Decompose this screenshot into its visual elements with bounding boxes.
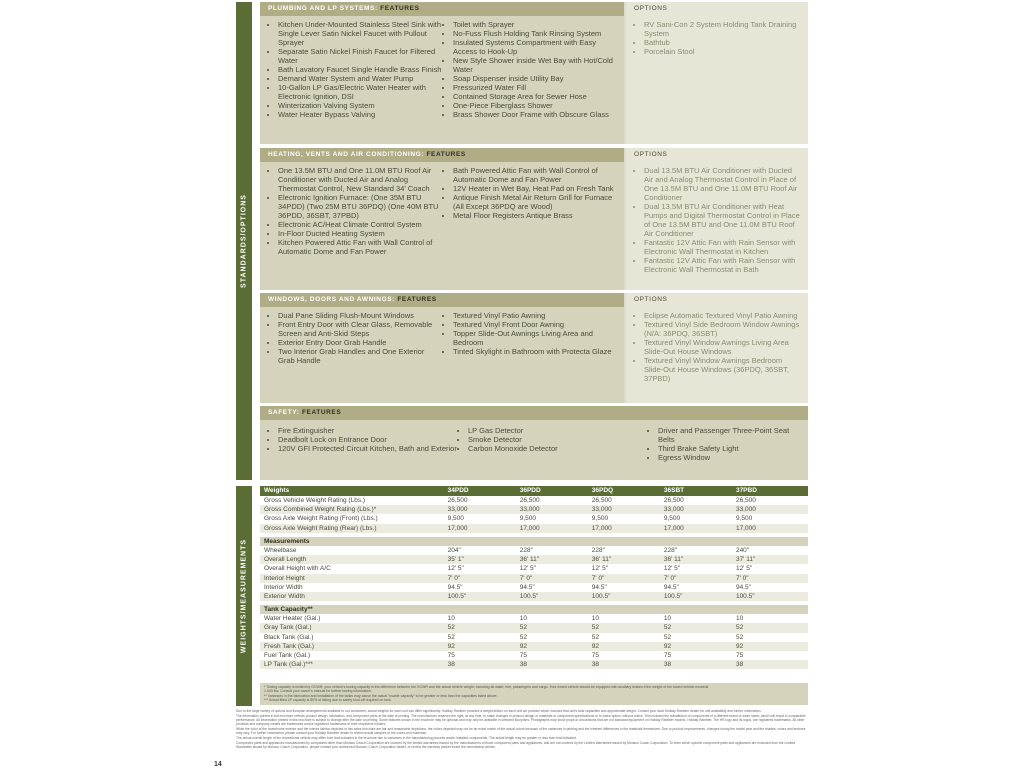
cell-value: 75 <box>591 652 600 659</box>
table-row <box>260 623 808 632</box>
table-row <box>260 486 808 496</box>
cell-value: 33,000 <box>591 506 612 514</box>
cell-value: 100.5" <box>735 592 755 600</box>
table-row <box>260 505 808 514</box>
list-item: • 12V Heater in Wet Bay, Heat Pad on Fresh Tank <box>453 184 618 193</box>
cell-value: 100.5" <box>519 592 539 600</box>
cell-value: 38 <box>735 661 744 669</box>
cell-value: 33,000 <box>735 506 756 514</box>
table-row <box>260 583 808 592</box>
weights-footnotes <box>260 683 808 705</box>
row-label: Overall Length <box>264 556 307 564</box>
table-section-title <box>260 605 808 614</box>
list-item: • Water Heater Bypass Valving <box>278 110 443 119</box>
list-item: • Textured Vinyl Window Awnings Living Area Slide-Out House Windows <box>644 338 802 356</box>
cell-value: 75 <box>735 652 744 659</box>
footnote: 1,000 lbs. Consult your owner's manual for further towing information. <box>264 689 372 694</box>
list-item: • LP Gas Detector <box>468 426 648 435</box>
disclaimer-block <box>236 709 808 750</box>
row-label: Interior Height <box>264 574 305 582</box>
safety-col3 <box>648 426 802 462</box>
table-row <box>260 514 808 523</box>
section-title: Tank Capacity** <box>264 606 313 614</box>
cell-value: 100.5" <box>663 592 683 600</box>
cell-value: 35' 1" <box>447 556 464 564</box>
cell-value: 33,000 <box>447 506 468 514</box>
row-label: Black Tank (Gal.) <box>264 633 314 641</box>
list-item: • Bath Lavatory Faucet Single Handle Brass Finish <box>278 65 443 74</box>
cell-value: 33,000 <box>519 506 540 514</box>
list-item: • Fantastic 12V Attic Fan with Rain Sensor with Electronic Wall Thermostat in Bath <box>644 256 802 274</box>
disclaimer-paragraph: Component parts and appliances manufactured by companies other than Monaco Coach Corporation are covered by the limited warranties issued by the manufacturers of those component parts and appliances, and are not covered by the Limited Warranties issued by Monaco Coach Corporation. To learn which specific component parts and appliances are excluded from the Limited Warranties issued by Monaco Coach Corporation, please contact your authorized Monaco Coach Corporation dealer, or review the warranty packet inside the recreational vehicle. <box>236 741 796 749</box>
list-item: • In-Floor Ducted Heating System <box>278 229 443 238</box>
list-item: • Driver and Passenger Three-Point Seat Belts <box>658 426 802 444</box>
list-item: • Bathtub <box>644 38 802 47</box>
table-row <box>260 574 808 583</box>
list-item: • Dual Pane Sliding Flush-Mount Windows <box>278 311 443 320</box>
cell-value: 228" <box>591 546 605 554</box>
row-label: Water Heater (Gal.) <box>264 615 321 623</box>
list-item: • Demand Water System and Water Pump <box>278 74 443 83</box>
list-item: • Bath Powered Attic Fan with Wall Control of Automatic Dome and Fan Power <box>453 166 618 184</box>
cell-value: 37' 11" <box>735 556 756 564</box>
cell-value: 36' 11" <box>663 556 684 564</box>
table-section-title <box>260 537 808 546</box>
list-item: • Antique Finish Metal Air Return Grill for Furnace (All Except 36PDQ are Wood) <box>453 193 618 211</box>
list-item: • Textured Vinyl Front Door Awning <box>453 320 618 329</box>
cell-value: 92 <box>735 642 744 650</box>
list-item: • Metal Floor Registers Antique Brass <box>453 211 618 220</box>
plumbing-options-header: OPTIONS <box>626 2 808 16</box>
cell-value: 75 <box>447 652 455 659</box>
list-item: • Textured Vinyl Side Bedroom Window Awnings (N/A: 36PDQ, 36SBT) <box>644 320 802 338</box>
cell-value: 17,000 <box>447 524 468 532</box>
row-label: Gross Axle Weight Rating (Front) (Lbs.) <box>264 515 378 523</box>
safety-header: SAFETY: FEATURES <box>260 406 808 420</box>
list-item: • Soap Dispenser inside Utility Bay <box>453 74 618 83</box>
cell-value: 7' 0" <box>447 574 461 582</box>
cell-value: 26,500 <box>663 497 684 504</box>
page-number: 14 <box>214 761 222 768</box>
safety-section <box>260 406 808 480</box>
cell-value: 12' 5" <box>735 565 753 573</box>
cell-value: 36' 11" <box>519 556 540 564</box>
disclaimer-paragraph: The actual overall length of the recreational vehicle may differ from that indicated in the brochure due to variances in the manufacturing process and/or installed components. The actual length may be greater or less than that indicated. <box>236 736 577 740</box>
heating-col1 <box>268 166 443 256</box>
footnote: ** Variances in the fabrication and installation of the tanks may cause the actual "usable capacity" to be greater or less than the capacities listed above. <box>264 693 498 698</box>
cell-value: 17,000 <box>519 524 540 532</box>
cell-value: 52 <box>735 633 744 641</box>
cell-value: 92 <box>519 642 527 650</box>
section-title: Measurements <box>264 537 310 545</box>
cell-value: 7' 0" <box>591 574 605 582</box>
list-item: • Insulated Systems Compartment with Easy Access to Hook-Up <box>453 38 618 56</box>
plumbing-section <box>260 2 808 144</box>
cell-value: 7' 0" <box>735 574 749 582</box>
list-item: • New Style Shower inside Wet Bay with Hot/Cold Water <box>453 56 618 74</box>
cell-value: 204" <box>447 546 461 554</box>
list-item: • Porcelain Stool <box>644 47 802 56</box>
disclaimer-paragraph: While the color of the motorhome exterior and the interior fabrics depicted in this sales brochure are fair and reasonable depictions, the colors depicted may not be an exact match of the actual colors because of the variances in printing and the inherent differences in the materials themselves. Due to product improvements, changes during the model year and the shades, colors and textures may vary. For further information, please contact your Holiday Rambler dealer to review actual samples of the colors and materials. <box>236 727 806 735</box>
cell-value: 52 <box>735 624 744 632</box>
cell-value: 10 <box>447 615 455 623</box>
windows-header: WINDOWS, DOORS AND AWNINGS: FEATURES <box>260 293 624 307</box>
cell-value: 100.5" <box>591 592 611 600</box>
list-item: • Exterior Entry Door Grab Handle <box>278 338 443 347</box>
heating-header: HEATING, VENTS AND AIR CONDITIONING: FEATURES <box>260 148 624 162</box>
cell-value: 94.5" <box>519 583 535 591</box>
list-item: • 10-Gallon LP Gas/Electric Water Heater with Electronic Ignition, DSI <box>278 83 443 101</box>
table-row <box>260 633 808 642</box>
list-item: • Brass Shower Door Frame with Obscure Glass <box>453 110 618 119</box>
cell-value: 37PBD <box>735 487 757 494</box>
table-row <box>260 660 808 669</box>
list-item: • Deadbolt Lock on Entrance Door <box>278 435 458 444</box>
row-label: Fresh Tank (Gal.) <box>264 642 315 650</box>
list-item: • Tinted Skylight in Bathroom with Protecta Glaze <box>453 347 618 356</box>
cell-value: 12' 5" <box>663 565 681 573</box>
plumbing-header: PLUMBING AND LP SYSTEMS: FEATURES <box>260 2 624 16</box>
sidebar-label-weights: WEIGHTS/MEASUREMENTS <box>240 538 248 654</box>
cell-value: 10 <box>591 615 600 623</box>
cell-value: 26,500 <box>447 497 468 504</box>
plumbing-col1 <box>268 20 443 119</box>
list-item: • Separate Satin Nickel Finish Faucet for Filtered Water <box>278 47 443 65</box>
table-row <box>260 496 808 505</box>
row-label: Gray Tank (Gal.) <box>264 624 312 632</box>
row-label: Gross Vehicle Weight Rating (Lbs.) <box>264 497 366 504</box>
cell-value: 240" <box>735 546 750 554</box>
row-label: Weights <box>264 487 290 494</box>
cell-value: 52 <box>663 624 672 632</box>
cell-value: 26,500 <box>519 497 540 504</box>
cell-value: 52 <box>447 633 455 641</box>
cell-value: 26,500 <box>735 497 756 504</box>
weights-table <box>260 486 808 669</box>
list-item: • RV Sani-Con 2 System Holding Tank Draining System <box>644 20 802 38</box>
cell-value: 7' 0" <box>519 574 533 582</box>
cell-value: 10 <box>735 615 744 623</box>
list-item: • Smoke Detector <box>468 435 648 444</box>
cell-value: 10 <box>663 615 672 623</box>
cell-value: 34PDD <box>447 487 469 494</box>
cell-value: 52 <box>447 624 455 632</box>
cell-value: 52 <box>519 624 527 632</box>
windows-col2 <box>443 311 618 365</box>
cell-value: 38 <box>519 661 527 669</box>
list-item: • Kitchen Powered Attic Fan with Wall Control of Automatic Dome and Fan Power <box>278 238 443 256</box>
list-item: • Toilet with Sprayer <box>453 20 618 29</box>
cell-value: 10 <box>519 615 527 623</box>
list-item: • Textured Vinyl Patio Awning <box>453 311 618 320</box>
heating-options-header: OPTIONS <box>626 148 808 162</box>
disclaimer-paragraph: The information printed in this brochure reflects product design, fabrication, and component parts at the date of printing. The manufacturer reserves the right, at any time, to make changes in product design or materials or component specifications or to make option, without notice. This includes the substitution of components of a different brand or trade name, which will result in comparable performance. All information printed in this brochure is subject to change after the date of printing. Some features shown in the brochure may be optional and may only be available in selected floorplans. Photographs may show props or decorations that are not standard equipment on Holiday Rambler models. Holiday Rambler, The HR logo and its logos, are registered trademarks. All other products and company names are trademarks and/or registered trademarks of their respective holders. <box>236 714 806 726</box>
list-item: • One-Piece Fiberglass Shower <box>453 101 618 110</box>
list-item: • Dual 13.5M BTU Air Conditioner with Ducted Air and Analog Thermostat Control in Place of One 13.5M BTU and One 11.0M BTU Roof Air Conditioner <box>644 166 802 202</box>
row-label: Exterior Width <box>264 592 305 600</box>
table-row <box>260 651 808 660</box>
cell-value: 9,500 <box>591 515 609 523</box>
cell-value: 36PDD <box>519 487 541 494</box>
sidebar-label-standards: STANDARDS/OPTIONS <box>240 194 248 288</box>
list-item: • Dual 13.5M BTU Air Conditioner with Heat Pumps and Digital Thermostat Control in Place of One 13.5M BTU and One 11.0M BTU Roof Air Conditioner <box>644 202 802 238</box>
row-label: Interior Width <box>264 583 303 591</box>
cell-value: 17,000 <box>735 524 756 532</box>
list-item: • Front Entry Door with Clear Glass, Removable Screen and Anti-Skid Steps <box>278 320 443 338</box>
cell-value: 36PDQ <box>591 487 614 494</box>
cell-value: 92 <box>591 642 600 650</box>
cell-value: 52 <box>591 633 600 641</box>
cell-value: 9,500 <box>447 515 464 523</box>
table-row <box>260 546 808 555</box>
cell-value: 52 <box>663 633 672 641</box>
row-label: Gross Combined Weight Rating (Lbs.)* <box>264 506 377 514</box>
safety-col1 <box>268 426 458 462</box>
table-row <box>260 524 808 533</box>
cell-value: 94.5" <box>663 583 679 591</box>
cell-value: 94.5" <box>447 583 463 591</box>
cell-value: 12' 5" <box>519 565 536 573</box>
cell-value: 38 <box>663 661 672 669</box>
list-item: • Pressurized Water Fill <box>453 83 618 92</box>
list-item: • 120V GFI Protected Circuit Kitchen, Bath and Exterior <box>278 444 458 453</box>
cell-value: 228" <box>663 546 678 554</box>
row-label: Wheelbase <box>264 546 297 554</box>
cell-value: 75 <box>663 652 672 659</box>
cell-value: 17,000 <box>591 524 612 532</box>
heating-options <box>634 166 802 274</box>
list-item: • Contained Storage Area for Sewer Hose <box>453 92 618 101</box>
cell-value: 26,500 <box>591 497 612 504</box>
row-label: Gross Axle Weight Rating (Rear) (Lbs.) <box>264 524 377 532</box>
heating-col2 <box>443 166 618 256</box>
table-row <box>260 642 808 651</box>
standards-options-sidebar <box>236 2 252 480</box>
cell-value: 92 <box>663 642 672 650</box>
list-item: • Topper Slide-Out Awnings Living Area and Bedroom <box>453 329 618 347</box>
row-label: Overall Height with A/C <box>264 565 331 573</box>
cell-value: 12' 5" <box>591 565 608 573</box>
windows-col1 <box>268 311 443 365</box>
plumbing-col2 <box>443 20 618 119</box>
list-item: • Electronic AC/Heat Climate Control System <box>278 220 443 229</box>
windows-options-header: OPTIONS <box>626 293 808 307</box>
cell-value: 38 <box>447 661 455 669</box>
list-item: • Winterization Valving System <box>278 101 443 110</box>
cell-value: 36' 11" <box>591 556 612 564</box>
list-item: • Kitchen Under-Mounted Stainless Steel Sink with Single Lever Satin Nickel Faucet with Pullout Sprayer <box>278 20 443 47</box>
cell-value: 100.5" <box>447 592 467 600</box>
list-item: • Two Interior Grab Handles and One Exterior Grab Handle <box>278 347 443 365</box>
table-row <box>260 555 808 564</box>
footnote: * Towing capacity is limited by GCWR; your vehicle's towing capacity is the difference between the GCWR and the actual vehicle weight, including all water, fuel, passengers and cargo. Your towed vehicle should be equipped with auxiliary brakes if the weight of the towed vehicle exceeds <box>264 685 709 689</box>
cell-value: 7' 0" <box>663 574 677 582</box>
list-item: • Fire Extinguisher <box>278 426 458 435</box>
cell-value: 92 <box>447 642 455 650</box>
footnote: *** Actual filled LP capacity is 80% of listing due to safety shut-off required on tank. <box>264 697 392 702</box>
list-item: • Eclipse Automatic Textured Vinyl Patio Awning <box>644 311 802 320</box>
list-item: • No-Fuss Flush Holding Tank Rinsing System <box>453 29 618 38</box>
list-item: • Carbon Monoxide Detector <box>468 444 648 453</box>
cell-value: 9,500 <box>735 515 753 523</box>
list-item: • Third Brake Safety Light <box>658 444 802 453</box>
list-item: • Fantastic 12V Attic Fan with Rain Sensor with Electronic Wall Thermostat in Kitchen <box>644 238 802 256</box>
cell-value: 228" <box>519 546 533 554</box>
cell-value: 75 <box>519 652 527 659</box>
row-label: Fuel Tank (Gal.) <box>264 652 311 659</box>
list-item: • Egress Window <box>658 453 802 462</box>
windows-section <box>260 293 808 403</box>
safety-col2 <box>458 426 648 462</box>
cell-value: 52 <box>519 633 527 641</box>
heating-section <box>260 148 808 290</box>
disclaimer-paragraph: Due to the large variety of options and floorplan arrangements available to our customers, actual weights for each unit can differ significantly. Holiday Rambler provides a weight sticker on each unit we produce which includes that unit's tank capacities and approximate weight. Consult your local Holiday Rambler dealer for unit availability and further information. <box>236 709 762 713</box>
list-item: • Electronic Ignition Furnace: (One 35M BTU 34PDD) (Two 25M BTU 36PDQ) (One 40M BTU 36PDD, 36SBT, 37PBD) <box>278 193 443 220</box>
windows-options <box>634 311 802 383</box>
cell-value: 52 <box>591 624 600 632</box>
weights-measurements-sidebar <box>236 486 252 706</box>
cell-value: 33,000 <box>663 506 684 514</box>
table-row <box>260 564 808 573</box>
list-item: • Textured Vinyl Window Awnings Bedroom Slide-Out House Windows (36PDQ, 36SBT, 37PBD) <box>644 356 802 383</box>
list-item: • One 13.5M BTU and One 11.0M BTU Roof Air Conditioner with Ducted Air and Analog Thermostat Control, New Standard 34' Coach <box>278 166 443 193</box>
cell-value: 38 <box>591 661 600 669</box>
table-row <box>260 592 808 601</box>
cell-value: 94.5" <box>735 583 751 591</box>
cell-value: 9,500 <box>663 515 681 523</box>
plumbing-options <box>634 20 802 56</box>
cell-value: 12' 5" <box>447 565 464 573</box>
cell-value: 36SBT <box>663 487 685 494</box>
table-row <box>260 614 808 623</box>
cell-value: 17,000 <box>663 524 684 532</box>
cell-value: 9,500 <box>519 515 536 523</box>
row-label: LP Tank (Gal.)*** <box>264 661 313 669</box>
cell-value: 94.5" <box>591 583 607 591</box>
